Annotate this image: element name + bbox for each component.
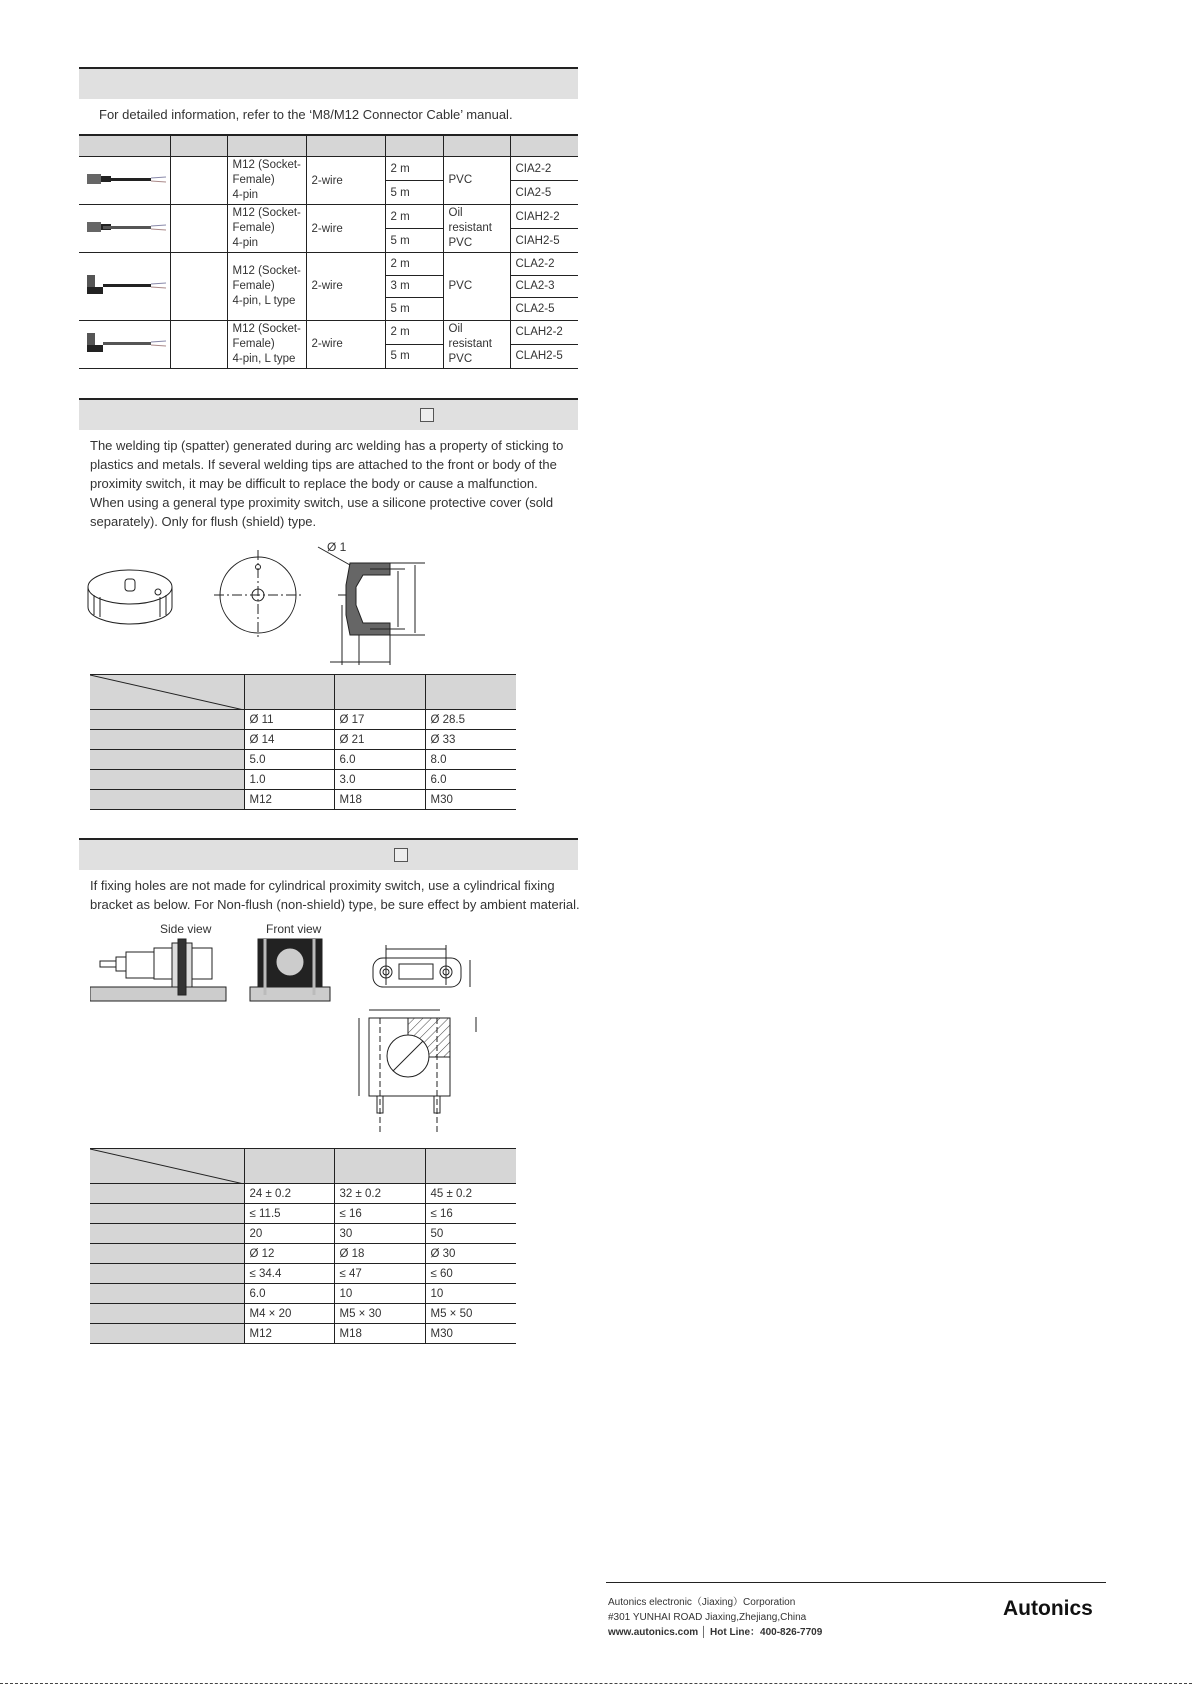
paragraph-line: The welding tip (spatter) generated during arc welding has a property of sticking to [90, 438, 564, 453]
value-cell: ≤ 34.4 [244, 1264, 334, 1284]
table-row [90, 1224, 516, 1244]
value-cell: 1.0 [244, 770, 334, 790]
row-label-cell [90, 1284, 244, 1304]
value-cell: M4 × 20 [244, 1304, 334, 1324]
length-cell: 5 m [385, 181, 443, 205]
length-cell: 5 m [385, 344, 443, 368]
footer-contact: www.autonics.com │ Hot Line：400-826-7709 [608, 1627, 823, 1638]
row-label-cell [90, 1244, 244, 1264]
footer-divider [606, 1582, 1106, 1583]
value-cell: M5 × 30 [334, 1304, 425, 1324]
fixing-bracket-drawing [90, 935, 510, 1145]
value-cell: 32 ± 0.2 [334, 1184, 425, 1204]
connector-cable-section-header [79, 67, 578, 99]
cable-image-cell [79, 253, 170, 321]
table-header-row [90, 1149, 516, 1184]
table-row [90, 1244, 516, 1264]
model-cell: CLAH2-2 [510, 320, 578, 344]
value-cell: Ø 21 [334, 730, 425, 750]
paragraph-line: If fixing holes are not made for cylindrical proximity switch, use a cylindrical fixing [90, 878, 555, 893]
l-type-connector-cable-icon [84, 331, 169, 355]
paragraph-line: When using a general type proximity switch, use a silicone protective cover (sold [90, 495, 554, 510]
diameter-label: Ø 1 [327, 540, 347, 554]
model-cell: CLA2-5 [510, 298, 578, 321]
value-cell: M30 [425, 1324, 516, 1344]
value-cell: ≤ 47 [334, 1264, 425, 1284]
row-label-cell [90, 1224, 244, 1244]
value-cell: 10 [334, 1284, 425, 1304]
cable-spec-cell: PVC [443, 157, 510, 205]
wire-cell: 2-wire [306, 320, 385, 368]
model-cell: CLA2-2 [510, 253, 578, 276]
table-header-row [90, 675, 516, 710]
value-cell: M30 [425, 790, 516, 810]
diagonal-header-cell [90, 675, 244, 710]
table-row [90, 1304, 516, 1324]
page-edge-dashed-line [0, 1683, 1192, 1684]
row-label-cell [90, 770, 244, 790]
connector-type-line: Female) [232, 174, 275, 186]
empty-cell [170, 320, 227, 368]
straight-connector-cable-icon [84, 215, 169, 239]
value-cell: Ø 28.5 [425, 710, 516, 730]
table-row [79, 205, 578, 229]
value-cell: Ø 18 [334, 1244, 425, 1264]
value-cell: M18 [334, 790, 425, 810]
value-cell: 50 [425, 1224, 516, 1244]
value-cell: Ø 12 [244, 1244, 334, 1264]
row-label-cell [90, 750, 244, 770]
value-cell: 6.0 [425, 770, 516, 790]
footer-company: Autonics electronic（Jiaxing）Corporation [608, 1597, 796, 1608]
connector-type-cell [227, 157, 306, 205]
table-row [90, 710, 516, 730]
connector-note: For detailed information, refer to the ‘M8/M12 Connector Cable’ manual. [99, 107, 513, 122]
cable-spec-cell: Oil resistant PVC [443, 205, 510, 253]
length-cell: 2 m [385, 320, 443, 344]
cable-image-cell [79, 157, 170, 205]
value-cell: 5.0 [244, 750, 334, 770]
connector-type-line: Female) [232, 337, 275, 350]
table-header-row [79, 135, 578, 157]
side-view-label: Side view [160, 922, 212, 936]
cable-image-cell [79, 205, 170, 253]
value-cell: 3.0 [334, 770, 425, 790]
value-cell: 6.0 [244, 1284, 334, 1304]
cable-spec-cell: Oil resistant PVC [443, 320, 510, 368]
connector-type-cell [227, 253, 306, 321]
model-cell: CLA2-3 [510, 275, 578, 298]
table-row [79, 320, 578, 344]
checkbox-square-icon [394, 848, 408, 862]
model-cell: CIA2-2 [510, 157, 578, 181]
connector-type-line: Female) [232, 222, 275, 234]
row-label-cell [90, 1204, 244, 1224]
table-row [90, 770, 516, 790]
value-cell: ≤ 16 [425, 1204, 516, 1224]
table-row [90, 730, 516, 750]
value-cell: M12 [244, 790, 334, 810]
paragraph-line: plastics and metals. If several welding tips are attached to the front or body of the [90, 457, 557, 472]
row-label-cell [90, 710, 244, 730]
connector-type-line: M12 (Socket- [232, 322, 301, 335]
connector-type-line: 4-pin [232, 237, 259, 249]
connector-type-line: 4-pin, L type [232, 294, 296, 307]
fixing-bracket-table [90, 1148, 516, 1344]
table-row [90, 1284, 516, 1304]
row-label-cell [90, 1304, 244, 1324]
value-cell: ≤ 16 [334, 1204, 425, 1224]
row-label-cell [90, 730, 244, 750]
connector-cable-table [79, 134, 578, 369]
cable-spec-cell: PVC [443, 253, 510, 321]
value-cell: 8.0 [425, 750, 516, 770]
connector-type-cell [227, 320, 306, 368]
checkbox-square-icon [420, 408, 434, 422]
table-row [79, 253, 578, 276]
l-type-connector-cable-icon [84, 273, 169, 297]
value-cell: M5 × 50 [425, 1304, 516, 1324]
protective-cover-drawing [80, 535, 460, 670]
protective-cover-table [90, 674, 516, 810]
autonics-logo: Autonics [1003, 1597, 1093, 1620]
fixing-bracket-section-header [79, 838, 578, 870]
value-cell: Ø 17 [334, 710, 425, 730]
connector-type-line: Female) [232, 279, 275, 292]
length-cell: 3 m [385, 275, 443, 298]
value-cell: Ø 33 [425, 730, 516, 750]
connector-type-cell [227, 205, 306, 253]
value-cell: M18 [334, 1324, 425, 1344]
empty-cell [170, 205, 227, 253]
row-label-cell [90, 790, 244, 810]
row-label-cell [90, 1264, 244, 1284]
wire-cell: 2-wire [306, 205, 385, 253]
connector-type-line: M12 (Socket- [232, 207, 301, 219]
value-cell: Ø 11 [244, 710, 334, 730]
value-cell: 24 ± 0.2 [244, 1184, 334, 1204]
paragraph-line: bracket as below. For Non-flush (non-shield) type, be sure effect by ambient material. [90, 897, 580, 912]
row-label-cell [90, 1324, 244, 1344]
value-cell: M12 [244, 1324, 334, 1344]
fixing-bracket-paragraph [90, 876, 580, 914]
paragraph-line: proximity switch, it may be difficult to replace the body or cause a malfunction. [90, 476, 538, 491]
empty-cell [170, 253, 227, 321]
model-cell: CIA2-5 [510, 181, 578, 205]
model-cell: CLAH2-5 [510, 344, 578, 368]
row-label-cell [90, 1184, 244, 1204]
wire-cell: 2-wire [306, 253, 385, 321]
length-cell: 2 m [385, 253, 443, 276]
website-link[interactable]: www.autonics.com [608, 1627, 699, 1638]
table-row [90, 790, 516, 810]
value-cell: ≤ 60 [425, 1264, 516, 1284]
length-cell: 2 m [385, 205, 443, 229]
connector-type-line: M12 (Socket- [232, 264, 301, 277]
table-row [90, 1204, 516, 1224]
table-row [79, 157, 578, 181]
protective-cover-section-header [79, 398, 578, 430]
paragraph-line: separately). Only for flush (shield) type. [90, 514, 317, 529]
value-cell: 45 ± 0.2 [425, 1184, 516, 1204]
footer-address: #301 YUNHAI ROAD Jiaxing,Zhejiang,China [608, 1612, 807, 1623]
table-row [90, 750, 516, 770]
length-cell: 2 m [385, 157, 443, 181]
empty-cell [170, 157, 227, 205]
connector-type-line: M12 (Socket- [232, 159, 301, 171]
value-cell: 6.0 [334, 750, 425, 770]
value-cell: Ø 14 [244, 730, 334, 750]
value-cell: 20 [244, 1224, 334, 1244]
model-cell: CIAH2-2 [510, 205, 578, 229]
table-row [90, 1264, 516, 1284]
diagonal-header-cell [90, 1149, 244, 1184]
table-row [90, 1324, 516, 1344]
wire-cell: 2-wire [306, 157, 385, 205]
table-row [90, 1184, 516, 1204]
value-cell: 10 [425, 1284, 516, 1304]
value-cell: Ø 30 [425, 1244, 516, 1264]
value-cell: 30 [334, 1224, 425, 1244]
hotline: Hot Line：400-826-7709 [710, 1627, 823, 1638]
protective-cover-paragraph [90, 436, 563, 531]
length-cell: 5 m [385, 298, 443, 321]
cable-image-cell [79, 320, 170, 368]
front-view-label: Front view [266, 922, 322, 936]
straight-connector-cable-icon [84, 167, 169, 191]
model-cell: CIAH2-5 [510, 229, 578, 253]
connector-type-line: 4-pin [232, 189, 259, 201]
length-cell: 5 m [385, 229, 443, 253]
value-cell: ≤ 11.5 [244, 1204, 334, 1224]
connector-type-line: 4-pin, L type [232, 352, 296, 365]
